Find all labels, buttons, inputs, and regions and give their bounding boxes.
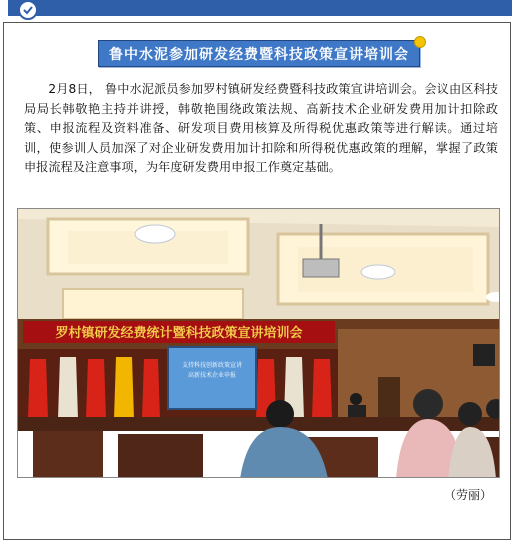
article-body: 2月8日， 鲁中水泥派员参加罗村镇研发经费暨科技政策宣讲培训会。会议由区科技局局长韩敬艳主持并讲授，韩敬艳围绕政策法规、高新技术企业研发费用加计扣除政策、申报流程及资料准备、研发项目费用核算及所得税优惠政策等进行解读。通过培训，使参训人员加深了对企业研发费用加计扣除和所得税优惠政策的理解，掌握了政策申报流程及注意事项，为年度研发费用申报工作奠定基础。	[24, 82, 498, 174]
check-glyph	[22, 4, 34, 16]
meeting-photo	[17, 208, 500, 478]
check-icon	[18, 0, 38, 20]
photo-caption: （劳丽）	[443, 488, 492, 502]
title-decoration-icon	[414, 36, 426, 48]
screen-line-2: 高新技术企业申报	[187, 372, 237, 379]
article-title: 鲁中水泥参加研发经费暨科技政策宣讲培训会	[98, 40, 420, 67]
banner-text: 罗村镇研发经费统计暨科技政策宣讲培训会	[55, 326, 303, 341]
top-bar	[8, 0, 512, 16]
screen-line-1: 支持科技创新政策宣讲	[181, 362, 243, 369]
